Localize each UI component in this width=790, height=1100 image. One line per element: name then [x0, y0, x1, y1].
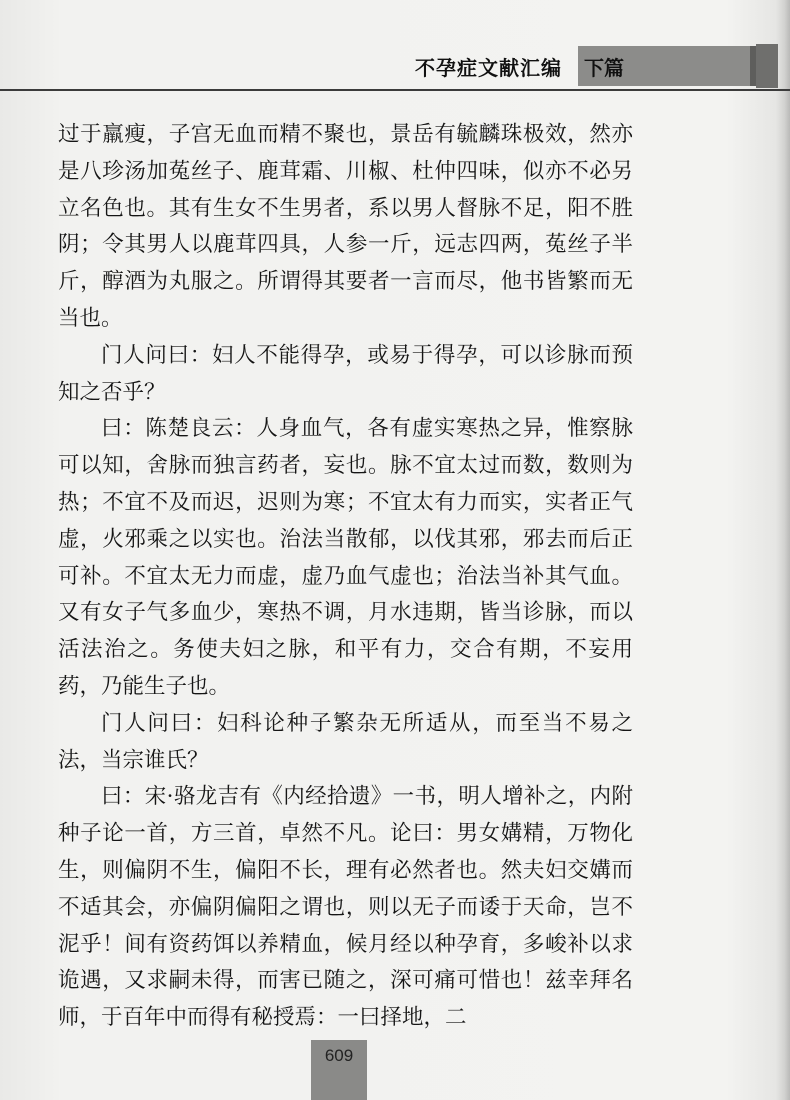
page-number: 609	[324, 1046, 354, 1065]
paragraph-1: 过于羸瘦，子宫无血而精不聚也，景岳有毓麟珠极效，然亦是八珍汤加菟丝子、鹿茸霜、川椒、杜仲四味，似亦不必另立名色也。其有生女不生男者，系以男人督脉不足，阳不胜阴；令其男人以鹿茸四具，人参一斤，远志四两，菟丝子半斤，醇酒为丸服之。所谓得其要者一言而尽，他书皆繁而无当也。	[58, 122, 633, 331]
section-tab	[578, 46, 756, 86]
book-title: 不孕症文献汇编	[415, 56, 562, 80]
section-label: 下篇	[584, 56, 624, 80]
paragraph-5: 曰：宋·骆龙吉有《内经拾遗》一书，明人增补之，内附种子论一首，方三首，卓然不凡。论曰：男女媾精，万物化生，则偏阴不生，偏阳不长，理有必然者也。然夫妇交媾而不适其会，亦偏阴偏阳之谓也，则以无子而诿于天命，岂不泥乎！间有资药饵以养精血，候月经以种孕育，多峻补以求诡遇，又求嗣未得，而害已随之，深可痛可惜也！兹幸拜名师，于百年中而得有秘授焉：一曰择地，二	[58, 784, 633, 1031]
running-header	[0, 44, 790, 92]
body-text	[58, 117, 633, 1037]
paragraph-2: 门人问曰：妇人不能得孕，或易于得孕，可以诊脉而预知之否乎？	[58, 342, 633, 405]
paragraph-3: 曰：陈楚良云：人身血气，各有虚实寒热之异，惟察脉可以知，舍脉而独言药者，妄也。脉不宜太过而数，数则为热；不宜不及而迟，迟则为寒；不宜太有力而实，实者正气虚，火邪乘之以实也。治法当散郁，以伐其邪，邪去而后正可补。不宜太无力而虚，虚乃血气虚也；治法当补其气血。又有女子气多血少，寒热不调，月水违期，皆当诊脉，而以活法治之。务使夫妇之脉，和平有力，交合有期，不妄用药，乃能生子也。	[58, 416, 633, 699]
header-rule	[0, 89, 790, 91]
paragraph-4: 门人问曰：妇科论种子繁杂无所适从，而至当不易之法，当宗谁氏？	[58, 710, 633, 773]
thumb-index-tab	[756, 44, 778, 88]
page-edge-shadow	[776, 0, 790, 1100]
page-number-tab	[311, 1040, 367, 1100]
